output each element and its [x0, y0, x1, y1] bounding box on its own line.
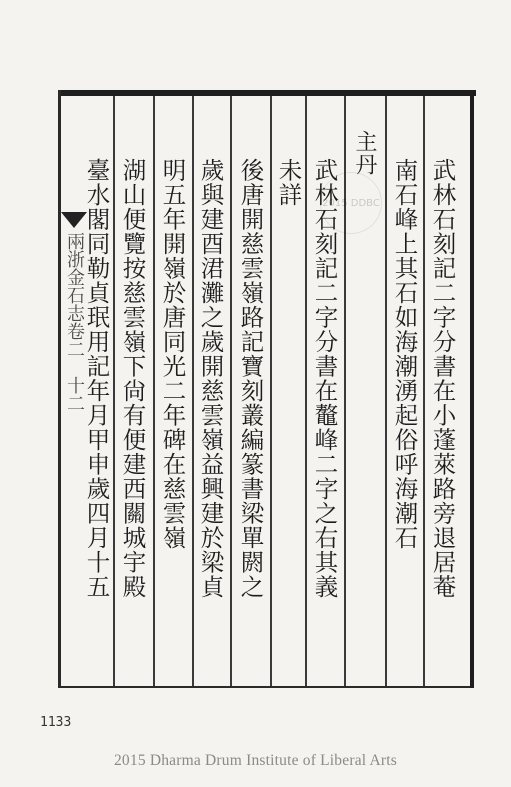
- text-column-7: 明五年開嶺於唐同光二年碑在慈雲嶺: [158, 158, 187, 550]
- frame-right-border: [470, 90, 474, 688]
- column-rule: [192, 96, 194, 686]
- text-column-8: 湖山便覽按慈雲嶺下尙有便建西關城宇殿: [118, 158, 147, 599]
- text-column-4: 未詳: [274, 158, 303, 207]
- column-rule: [385, 96, 387, 686]
- frame-bottom-border: [60, 686, 470, 688]
- text-column-6: 歲與建酉涒灘之歲開慈雲嶺益興建於梁貞: [196, 158, 225, 599]
- library-stamp: 2015 DDBC: [320, 172, 382, 234]
- text-column-1: 武林石刻記二字分書在小蓬萊路旁退居菴: [428, 158, 457, 599]
- column-rule: [305, 96, 307, 686]
- copyright-footer: 2015 Dharma Drum Institute of Liberal Arts: [113, 752, 398, 769]
- column-rule: [153, 96, 155, 686]
- text-column-5: 後唐開慈雲嶺路記寶刻叢編篆書梁單閼之: [236, 158, 265, 599]
- column-rule: [230, 96, 232, 686]
- column-rule: [270, 96, 272, 686]
- text-column-2: 南石峰上其石如海潮湧起俗呼海潮石: [390, 158, 419, 550]
- folio-label: 兩浙金石志卷二 十二: [64, 232, 85, 412]
- fishtail-mark: [61, 212, 87, 228]
- entry-heading: 主丹: [352, 130, 377, 176]
- column-rule: [113, 96, 115, 686]
- text-column-9: 臺水閣同勒貞珉用記年月甲申歲四月十五: [82, 158, 111, 599]
- text-column-3: 武林石刻記二字分書在鼇峰二字之右其義: [310, 158, 339, 599]
- page-number: 1133: [40, 715, 72, 730]
- column-rule: [423, 96, 425, 686]
- frame-top-border: [58, 90, 476, 96]
